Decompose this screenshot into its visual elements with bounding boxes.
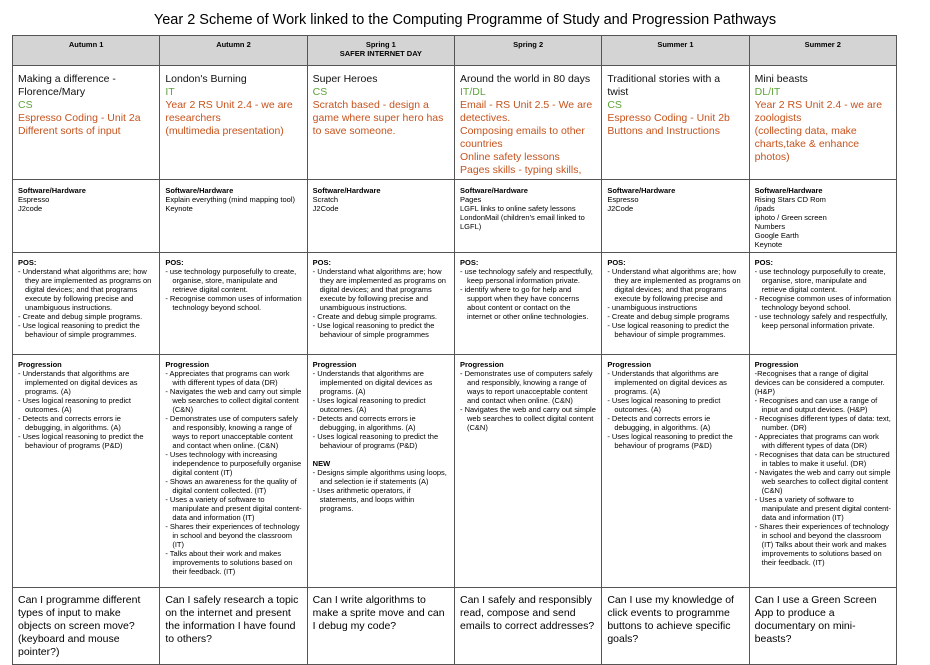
progression-item: - Demonstrates use of computers safely and responsibly, knowing a range of ways to report unacceptable content and contact when online. (C&N) xyxy=(165,414,301,450)
software-item: Espresso xyxy=(18,195,50,205)
unit-detail: Espresso Coding - Unit 2b xyxy=(607,112,730,125)
key-question: Can I use my knowledge of click events to programme buttons to achieve specific goals? xyxy=(602,588,749,665)
term-name: Autumn 1 xyxy=(68,40,104,49)
unit-detail: (multimedia presentation) xyxy=(165,125,284,138)
term-name: Spring 2 xyxy=(513,40,544,49)
pos-item: - Use logical reasoning to predict the behaviour of simple programmes. xyxy=(607,321,743,339)
progression-label: Progression xyxy=(459,360,504,370)
software-label: Software/Hardware xyxy=(165,186,234,196)
unit-detail: Year 2 RS Unit 2.4 - we are researchers xyxy=(165,99,293,125)
progression-item: - Shows an awareness for the quality of digital content collected. (IT) xyxy=(165,477,301,495)
unit-detail: (collecting data, make charts,take & enhance photos) xyxy=(754,125,860,164)
software-item: Numbers xyxy=(754,222,786,232)
progression-item: - Shares their experiences of technology in school and beyond the classroom (IT) xyxy=(165,522,301,549)
progression-item: - Detects and corrects errors ie debugging, in algorithms. (A) xyxy=(313,414,449,432)
term-header xyxy=(454,36,601,66)
progression-item: - Shares their experiences of technology in school and beyond the classroom (IT) Talks about their work and makes improvements to solutions based on their feedback. (IT) xyxy=(755,522,891,567)
term-header xyxy=(160,36,307,66)
progression-item: - Uses logical reasoning to predict the behaviour of programs (P&D) xyxy=(607,432,743,450)
pos-row xyxy=(13,253,897,355)
pos-cell xyxy=(454,253,601,355)
unit-detail: Different sorts of input xyxy=(18,125,121,138)
key-question: Can I write algorithms to make a sprite move and can I debug my code? xyxy=(307,588,454,665)
progression-item: - Detects and corrects errors ie debugging, in algorithms. (A) xyxy=(18,414,154,432)
unit-detail: Pages skills - typing skills, xyxy=(459,164,582,177)
new-progression-item: - Designs simple algorithms using loops, and selection ie if statements (A) xyxy=(313,468,449,486)
pos-item: - Use logical reasoning to predict the behaviour of simple programmes. xyxy=(18,321,154,339)
pos-item: - Understand what algorithms are; how they are implemented as programs on digital devices; and that programs execute by following precise and unambiguous instructions. xyxy=(18,267,154,312)
page-title: Year 2 Scheme of Work linked to the Computing Programme of Study and Progression Pathways xyxy=(153,12,777,28)
new-progression-item: - Uses arithmetic operators, if statements, and loops within programs. xyxy=(313,486,449,513)
unit-cell xyxy=(13,66,160,180)
software-item: Pages xyxy=(459,195,482,205)
progression-item: - Uses logical reasoning to predict outcomes. (A) xyxy=(607,396,743,414)
unit-title: Making a difference - Florence/Mary xyxy=(18,73,116,99)
key-question: Can I use a Green Screen App to produce a documentary on mini-beasts? xyxy=(749,588,896,665)
progression-item: - Recognises and can use a range of input and output devices. (H&P) xyxy=(755,396,891,414)
new-label: NEW xyxy=(312,459,331,469)
unit-title: Around the world in 80 days xyxy=(459,73,591,85)
software-item: LGFL links to online safety lessons xyxy=(459,204,576,214)
pos-label: POS: xyxy=(165,258,184,268)
software-cell xyxy=(307,180,454,253)
software-cell xyxy=(454,180,601,253)
unit-strand: DL/IT xyxy=(754,86,781,99)
software-label: Software/Hardware xyxy=(312,186,381,196)
pos-cell xyxy=(602,253,749,355)
progression-item: - Detects and corrects errors ie debugging, in algorithms. (A) xyxy=(607,414,743,432)
unit-strand: IT/DL xyxy=(459,86,486,99)
pos-list xyxy=(18,267,154,339)
software-cell xyxy=(602,180,749,253)
software-item: LondonMail (children's email linked to LGFL) xyxy=(459,213,585,232)
new-progression-list xyxy=(313,468,449,513)
pos-item: - unambiguous instructions xyxy=(607,303,743,312)
pos-item: - Create and debug simple programs. xyxy=(313,312,449,321)
pos-list xyxy=(165,267,301,312)
unit-strand: IT xyxy=(165,86,175,99)
term-subtitle: SAFER INTERNET DAY xyxy=(339,48,422,58)
software-item: Keynote xyxy=(165,204,193,214)
key-question: Can I safely research a topic on the internet and present the information I have found to others? xyxy=(160,588,307,665)
pos-list xyxy=(313,267,449,339)
progression-item: - Navigates the web and carry out simple web searches to collect digital content (C&N) xyxy=(755,468,891,495)
pos-item: - use technology purposefully to create, organise, store, manipulate and retrieve digital content. xyxy=(755,267,891,294)
progression-item: - Understands that algorithms are implemented on digital devices as programs. (A) xyxy=(313,369,449,396)
progression-label: Progression xyxy=(607,360,652,370)
progression-cell xyxy=(307,355,454,588)
software-item: Scratch xyxy=(312,195,339,205)
progression-item: - Understands that algorithms are implemented on digital devices as programs. (A) xyxy=(18,369,154,396)
progression-item: - Uses a variety of software to manipulate and present digital content- data and information (IT) xyxy=(755,495,891,522)
unit-strand: CS xyxy=(18,99,33,112)
term-name: Autumn 2 xyxy=(216,40,251,49)
progression-item: - Uses logical reasoning to predict outcomes. (A) xyxy=(18,396,154,414)
pos-item: - Recognise common uses of information technology beyond school. xyxy=(165,294,301,312)
software-item: Keynote xyxy=(754,240,783,250)
progression-item: - Uses technology with increasing independence to purposefully organise digital content (IT) xyxy=(165,450,301,477)
software-item: /ipads xyxy=(754,204,775,214)
unit-title: Mini beasts xyxy=(754,73,808,85)
unit-detail: Scratch based - design a game where super hero has to save someone. xyxy=(312,99,444,138)
key-question: Can I programme different types of input to make objects on screen move? (keyboard and mouse pointer?) xyxy=(13,588,160,665)
progression-item: - Demonstrates use of computers safely and responsibly, knowing a range of ways to report unacceptable content and contact when online. (C&N) xyxy=(460,369,596,405)
pos-list xyxy=(460,267,596,321)
unit-title: London's Burning xyxy=(165,73,247,85)
unit-detail: Composing emails to other countries xyxy=(459,125,585,151)
progression-intro: -Recognises that a range of digital devices can be considered a computer. (H&P) xyxy=(754,369,885,397)
unit-cell xyxy=(307,66,454,180)
progression-cell xyxy=(13,355,160,588)
software-item: Explain everything (mind mapping tool) xyxy=(165,195,295,205)
term-header xyxy=(307,36,454,66)
term-name: Summer 2 xyxy=(804,40,841,49)
key-question: Can I safely and responsibly read, compose and send emails to correct addresses? xyxy=(454,588,601,665)
progression-list xyxy=(460,369,596,432)
progression-list xyxy=(165,369,301,576)
progression-item: - Uses a variety of software to manipulate and present digital content- data and information (IT) xyxy=(165,495,301,522)
progression-list xyxy=(607,369,743,450)
progression-list xyxy=(313,369,449,450)
pos-item: - Understand what algorithms are; how they are implemented as programs on digital devices; and that programs execute by following precise and unambiguous instructions. xyxy=(313,267,449,312)
unit-cell xyxy=(749,66,896,180)
progression-item: - Understands that algorithms are implemented on digital devices as programs. (A) xyxy=(607,369,743,396)
pos-item: - use technology safely and respectfully, keep personal information private. xyxy=(755,312,891,330)
pos-item: - Understand what algorithms are; how they are implemented as programs on digital devices; and that programs execute by following precise and xyxy=(607,267,743,303)
pos-list xyxy=(755,267,891,330)
progression-label: Progression xyxy=(312,360,357,370)
term-header xyxy=(602,36,749,66)
progression-label: Progression xyxy=(754,360,799,370)
progression-item: - Recognises different types of data: text, number. (DR) xyxy=(755,414,891,432)
pos-item: - Create and debug simple programs xyxy=(607,312,743,321)
progression-item: - Uses logical reasoning to predict the behaviour of programs (P&D) xyxy=(313,432,449,450)
pos-list xyxy=(607,267,743,339)
progression-cell xyxy=(160,355,307,588)
progression-list xyxy=(755,396,891,567)
pos-cell xyxy=(13,253,160,355)
unit-detail: Online safety lessons xyxy=(459,151,560,164)
term-header-row xyxy=(13,36,897,66)
pos-item: - identify where to go for help and support when they have concerns about content or contact on the internet or other online technologies. xyxy=(460,285,596,321)
unit-detail: Year 2 RS Unit 2.4 - we are zoologists xyxy=(754,99,883,125)
unit-title: Super Heroes xyxy=(312,73,378,85)
progression-item: - Appreciates that programs can work with different types of data (DR) xyxy=(755,432,891,450)
software-item: Rising Stars CD Rom xyxy=(754,195,826,205)
pos-item: - use technology purposefully to create, organise, store, manipulate and retrieve digital content. xyxy=(165,267,301,294)
pos-item: - Use logical reasoning to predict the behaviour of simple programmes xyxy=(313,321,449,339)
software-item: iphoto / Green screen xyxy=(754,213,827,223)
unit-cell xyxy=(160,66,307,180)
unit-cell xyxy=(602,66,749,180)
unit-strand: CS xyxy=(607,99,622,112)
pos-cell xyxy=(307,253,454,355)
software-label: Software/Hardware xyxy=(754,186,823,196)
progression-label: Progression xyxy=(165,360,210,370)
unit-detail: Buttons and Instructions xyxy=(607,125,720,138)
pos-item: - use technology safely and respectfully, keep personal information private. xyxy=(460,267,596,285)
unit-detail: Espresso Coding - Unit 2a xyxy=(18,112,141,125)
progression-item: - Uses logical reasoning to predict outcomes. (A) xyxy=(313,396,449,414)
unit-title: Traditional stories with a twist xyxy=(607,73,721,99)
term-name: Summer 1 xyxy=(657,40,694,49)
software-item: J2Code xyxy=(312,204,339,214)
pos-label: POS: xyxy=(607,258,626,268)
progression-cell xyxy=(602,355,749,588)
software-label: Software/Hardware xyxy=(607,186,676,196)
software-item: J2code xyxy=(18,204,43,214)
progression-item: - Navigates the web and carry out simple web searches to collect digital content (C&N) xyxy=(460,405,596,432)
scheme-of-work-table xyxy=(12,35,897,665)
software-label: Software/Hardware xyxy=(459,186,528,196)
software-cell xyxy=(160,180,307,253)
software-cell xyxy=(13,180,160,253)
unit-row xyxy=(13,66,897,180)
software-row xyxy=(13,180,897,253)
unit-detail: Email - RS Unit 2.5 - We are detectives. xyxy=(459,99,593,125)
software-label: Software/Hardware xyxy=(18,186,86,196)
progression-label: Progression xyxy=(18,360,62,370)
progression-item: - Navigates the web and carry out simple web searches to collect digital content (C&N) xyxy=(165,387,301,414)
progression-row xyxy=(13,355,897,588)
progression-item: - Talks about their work and makes improvements to solutions based on their feedback. (IT) xyxy=(165,549,301,576)
question-row xyxy=(13,588,897,665)
pos-item: - Recognise common uses of information technology beyond school. xyxy=(755,294,891,312)
pos-label: POS: xyxy=(459,258,479,268)
progression-list xyxy=(18,369,154,450)
term-name: Spring 1 xyxy=(365,40,396,49)
software-cell xyxy=(749,180,896,253)
pos-item: - Create and debug simple programs. xyxy=(18,312,154,321)
pos-label: POS: xyxy=(754,258,773,268)
term-header xyxy=(13,36,160,66)
term-header xyxy=(749,36,896,66)
progression-item: - Appreciates that programs can work with different types of data (DR) xyxy=(165,369,301,387)
unit-strand: CS xyxy=(312,86,328,99)
software-item: Espresso xyxy=(607,195,639,205)
progression-item: - Uses logical reasoning to predict the behaviour of programs (P&D) xyxy=(18,432,154,450)
pos-label: POS: xyxy=(18,258,37,268)
pos-cell xyxy=(749,253,896,355)
unit-cell xyxy=(454,66,601,180)
progression-item: - Recognises that data can be structured in tables to make it useful. (DR) xyxy=(755,450,891,468)
software-item: Google Earth xyxy=(754,231,799,241)
progression-cell xyxy=(454,355,601,588)
software-item: J2Code xyxy=(607,204,634,214)
pos-cell xyxy=(160,253,307,355)
pos-label: POS: xyxy=(312,258,331,268)
progression-cell xyxy=(749,355,896,588)
